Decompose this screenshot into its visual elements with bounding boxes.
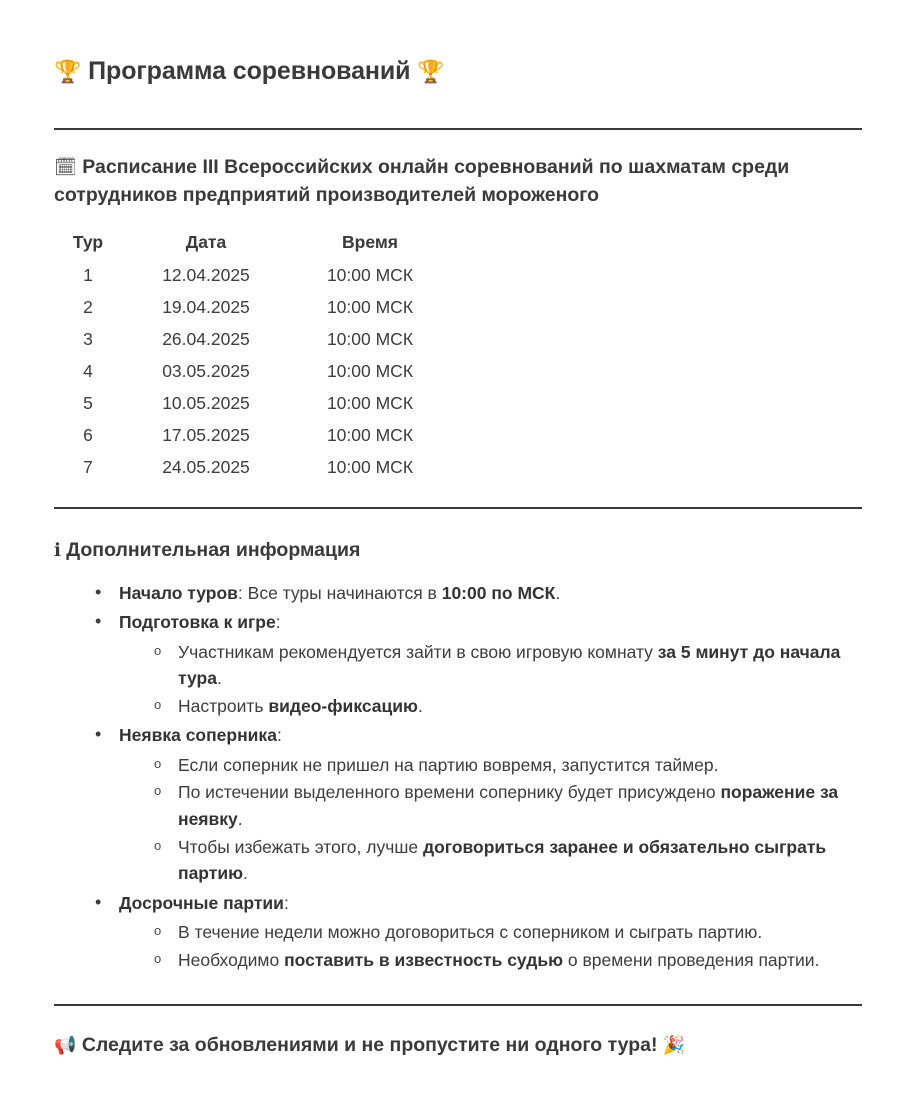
megaphone-icon: 📢 bbox=[54, 1034, 77, 1056]
column-header-vremya: Время bbox=[342, 231, 398, 252]
sub-list-item-text-end: . bbox=[418, 695, 423, 716]
sub-list-item-emphasis: за 5 минут до начала тура bbox=[178, 641, 841, 689]
list-item bbox=[92, 722, 862, 887]
sub-list-item-text: По истечении выделенного времени сопернику будет присуждено bbox=[178, 782, 721, 803]
cell-tur: 6 bbox=[83, 425, 93, 446]
sub-list-item-text: Если соперник не пришел на партию вовремя, запустится таймер. bbox=[178, 754, 719, 775]
sub-list-item bbox=[152, 834, 862, 887]
list-item-label: Досрочные партии bbox=[119, 892, 284, 913]
sub-list-item bbox=[152, 947, 862, 974]
additional-info-heading bbox=[54, 509, 862, 565]
cell-data: 26.04.2025 bbox=[162, 329, 250, 350]
cell-data: 17.05.2025 bbox=[162, 425, 250, 446]
table-row bbox=[58, 356, 446, 388]
sub-list-item-text: В течение недели можно договориться с соперником и сыграть партию. bbox=[178, 922, 763, 943]
list-item-text: : bbox=[276, 725, 282, 746]
list-item bbox=[92, 609, 862, 719]
list-item-text: : bbox=[275, 611, 281, 632]
sub-list-item-text-end: о времени проведения партии. bbox=[563, 950, 820, 971]
list-item-text-end: . bbox=[555, 583, 561, 604]
sub-list-item bbox=[152, 752, 862, 779]
additional-info-heading-text: Дополнительная информация bbox=[66, 538, 361, 561]
schedule-heading-text: Расписание III Всероссийских онлайн соревнований по шахматам среди сотрудников предприятий производителей мороженого bbox=[54, 156, 790, 206]
trophy-icon-left: 🏆 bbox=[54, 60, 82, 85]
page-title bbox=[54, 0, 862, 87]
trophy-icon-right: 🏆 bbox=[417, 60, 445, 85]
sub-list-item-emphasis: видео-фиксацию bbox=[268, 695, 418, 716]
cell-data: 03.05.2025 bbox=[162, 361, 250, 382]
calendar-icon: 🗓 bbox=[54, 157, 77, 179]
sub-list-item bbox=[152, 919, 862, 946]
sub-list-item-text: Необходимо bbox=[178, 950, 285, 971]
table-spacer bbox=[276, 388, 294, 420]
sub-list-item-emphasis: договориться заранее и обязательно сыграть партию bbox=[178, 836, 827, 884]
table-spacer bbox=[276, 420, 294, 452]
sub-list-item-emphasis: поставить в известность судью bbox=[284, 950, 564, 971]
table-spacer bbox=[276, 292, 294, 324]
sub-list-item-text: Участникам рекомендуется зайти в свою игровую комнату bbox=[178, 641, 658, 662]
cell-tur: 5 bbox=[83, 393, 93, 414]
table-spacer bbox=[276, 356, 294, 388]
table-spacer bbox=[276, 260, 294, 292]
list-item-label: Неявка соперника bbox=[119, 725, 277, 746]
sub-list-item-text: Чтобы избежать этого, лучше bbox=[178, 836, 423, 857]
sub-list-item bbox=[152, 693, 862, 720]
sub-list-item-text-end: . bbox=[216, 668, 222, 689]
footer-note bbox=[54, 1006, 862, 1059]
table-row bbox=[58, 452, 446, 484]
cell-data: 10.05.2025 bbox=[162, 393, 250, 414]
table-row bbox=[58, 324, 446, 356]
table-spacer bbox=[118, 232, 136, 260]
sub-list-item bbox=[152, 779, 862, 832]
cell-vremya: 10:00 МСК bbox=[326, 329, 414, 350]
sub-list bbox=[119, 639, 862, 720]
cell-vremya: 10:00 МСК bbox=[326, 393, 414, 414]
table-spacer bbox=[276, 452, 294, 484]
info-icon: ℹ bbox=[54, 539, 61, 561]
list-item-label: Начало туров bbox=[119, 583, 238, 604]
sub-list bbox=[119, 752, 862, 887]
table-spacer bbox=[276, 232, 294, 260]
list-item bbox=[92, 580, 862, 607]
cell-data: 12.04.2025 bbox=[162, 265, 250, 286]
cell-tur: 1 bbox=[83, 265, 93, 286]
list-item bbox=[92, 890, 862, 974]
cell-vremya: 10:00 МСК bbox=[326, 361, 414, 382]
schedule-table bbox=[58, 232, 446, 484]
table-spacer bbox=[118, 292, 136, 324]
page-title-text: Программа соревнований bbox=[88, 57, 411, 85]
table-row bbox=[58, 388, 446, 420]
table-row bbox=[58, 420, 446, 452]
table-spacer bbox=[118, 260, 136, 292]
sub-list-item bbox=[152, 639, 862, 692]
cell-tur: 7 bbox=[83, 457, 93, 478]
cell-tur: 2 bbox=[83, 297, 93, 318]
table-row bbox=[58, 260, 446, 292]
table-spacer bbox=[118, 356, 136, 388]
table-header-row bbox=[58, 232, 446, 260]
column-header-data: Дата bbox=[185, 231, 227, 252]
cell-data: 19.04.2025 bbox=[162, 297, 250, 318]
cell-vremya: 10:00 МСК bbox=[326, 265, 414, 286]
sub-list-item-text-end: . bbox=[243, 863, 248, 884]
cell-tur: 3 bbox=[83, 329, 93, 350]
list-item-text: : bbox=[283, 892, 289, 913]
list-item-text: : Все туры начинаются в bbox=[237, 583, 442, 604]
cell-vremya: 10:00 МСК bbox=[326, 297, 414, 318]
cell-tur: 4 bbox=[83, 361, 93, 382]
list-item-label: Подготовка к игре bbox=[119, 611, 276, 632]
additional-info-list bbox=[54, 580, 862, 973]
table-spacer bbox=[118, 324, 136, 356]
sub-list bbox=[119, 919, 862, 973]
column-header-tur: Тур bbox=[72, 231, 104, 252]
cell-data: 24.05.2025 bbox=[162, 457, 250, 478]
table-spacer bbox=[118, 452, 136, 484]
table-spacer bbox=[118, 420, 136, 452]
footer-note-text: Следите за обновлениями и не пропустите ни одного тура! bbox=[81, 1033, 658, 1056]
sub-list-item-text: Настроить bbox=[178, 695, 269, 716]
schedule-table-body bbox=[58, 260, 446, 484]
list-item-emphasis: 10:00 по МСК bbox=[441, 583, 556, 604]
table-spacer bbox=[118, 388, 136, 420]
schedule-heading bbox=[54, 130, 862, 209]
table-row bbox=[58, 292, 446, 324]
cell-vremya: 10:00 МСК bbox=[326, 425, 414, 446]
table-spacer bbox=[276, 324, 294, 356]
sub-list-item-text-end: . bbox=[237, 809, 243, 830]
party-popper-icon: 🎉 bbox=[662, 1034, 686, 1056]
cell-vremya: 10:00 МСК bbox=[326, 457, 414, 478]
sub-list-item-emphasis: поражение за неявку bbox=[178, 782, 839, 830]
